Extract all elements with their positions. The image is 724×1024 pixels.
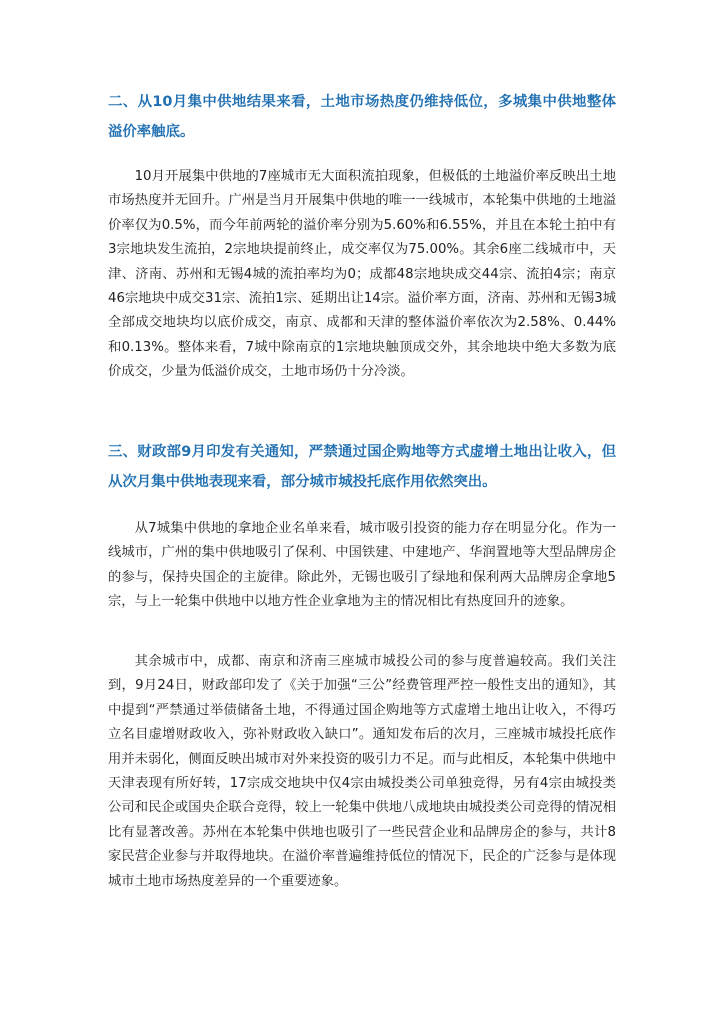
section-heading-3: 三、财政部9月印发有关通知，严禁通过国企购地等方式虚增土地出让收入，但从次月集中供地表现来看，部分城市城投托底作用依然突出。 <box>108 444 616 490</box>
paragraph-urban-investment-support: 其余城市中，成都、南京和济南三座城市城投公司的参与度普遍较高。我们关注到，9月24日，财政部印发了《关于加强“三公”经费管理严控一般性支出的通知》，其中提到“严禁通过举债储备土地，不得通过国企购地等方式虚增土地出让收入，不得巧立名目虚增财政收入，弥补财政收入缺口”。通知发布后的次月，三座城市城投托底作用并未弱化，侧面反映出城市对外来投资的吸引力不足。而与此相反，本轮集中供地中天津表现有所好转，17宗成交地块中仅4宗由城投类公司单独竞得，另有4宗由城投类公司和民企或国央企联合竞得，较上一轮集中供地八成地块由城投类公司竞得的情况相比有显著改善。苏州在本轮集中供地也吸引了一些民营企业和品牌房企的参与，共计8家民营企业参与并取得地块。在溢价率普遍维持低位的情况下，民企的广泛参与是体现城市土地市场热度差异的一个重要迹象。 <box>108 654 616 889</box>
paragraph-land-market-october: 10月开展集中供地的7座城市无大面积流拍现象，但极低的土地溢价率反映出土地市场热度并无回升。广州是当月开展集中供地的唯一一线城市，本轮集中供地的土地溢价率仅为0.5%，而今年前两轮的溢价率分别为5.60%和6.55%，并且在本轮土拍中有3宗地块发生流拍，2宗地块提前终止，成交率仅为75.00%。其余6座二线城市中，天津、济南、苏州和无锡4城的流拍率均为0；成都48宗地块成交44宗、流拍4宗；南京46宗地块中成交31宗、流拍1宗、延期出让14宗。溢价率方面，济南、苏州和无锡3城全部成交地块均以底价成交，南京、成都和天津的整体溢价率依次为2.58%、0.44%和0.13%。整体来看，7城中除南京的1宗地块触顶成交外，其余地块中绝大多数为底价成交，少量为低溢价成交，土地市场仍十分冷淡。 <box>108 169 616 380</box>
paragraph-land-buyers: 从7城集中供地的拿地企业名单来看，城市吸引投资的能力存在明显分化。作为一线城市，广州的集中供地吸引了保利、中国铁建、中建地产、华润置地等大型品牌房企的参与，保持央国企的主旋律。除此外，无锡也吸引了绿地和保利两大品牌房企拿地5宗，与上一轮集中供地中以地方性企业拿地为主的情况相比有热度回升的迹象。 <box>108 521 616 610</box>
section-heading-2: 二、从10月集中供地结果来看，土地市场热度仍维持低位，多城集中供地整体溢价率触底。 <box>108 94 616 140</box>
